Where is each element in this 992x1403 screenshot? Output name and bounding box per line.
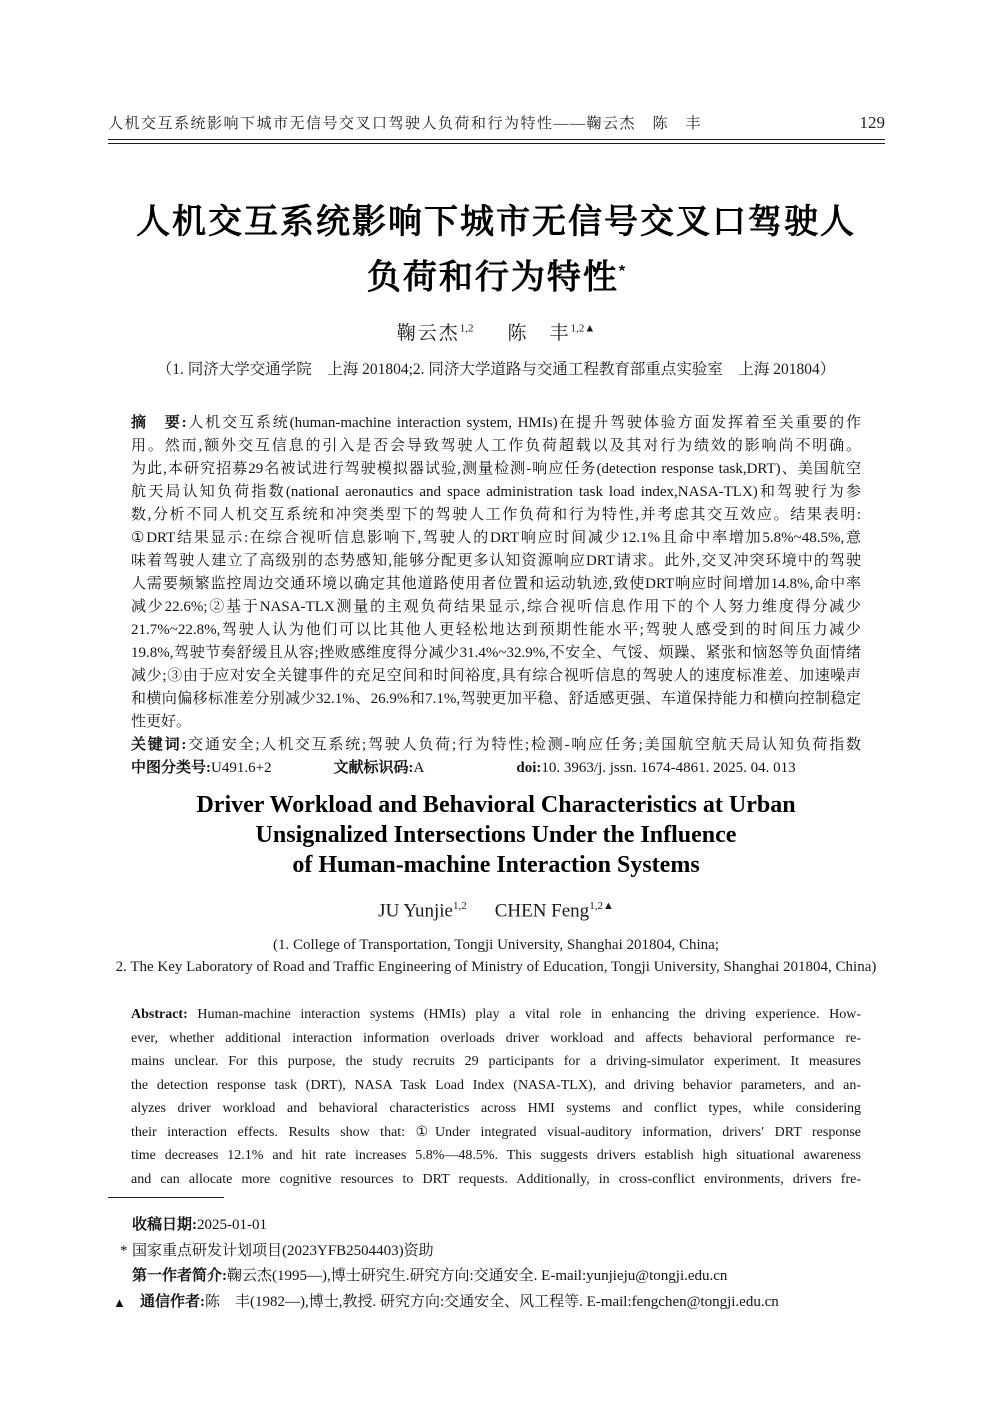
abstract-zh-line: 19.8%,驾驶节奏舒缓且从容;挫败感维度得分减少31.4%~32.9%,不安全、气馁、烦躁、紧张和恼怒等负面情绪: [131, 645, 861, 661]
corresponding-author-marker: ▲: [113, 1294, 126, 1310]
author-name-zh: 鞠云杰: [396, 323, 460, 344]
author-superscript: 1,2: [452, 900, 467, 912]
abstract-zh-line: 人需要频繁监控周边交通环境以确定其他道路使用者位置和运动轨迹,致使DRT响应时间增加14.8%,命中率: [131, 576, 861, 592]
author-superscript: 1,2▲: [589, 900, 614, 912]
corresponding-author-text: 陈 丰(1982—),博士,教授. 研究方向:交通安全、风工程等. E-mail:fengchen@tongji.edu.cn: [205, 1293, 779, 1310]
abstract-en-line: mains unclear. For this purpose, the study recruits 29 participants for a driving-simulator experiment. It measures: [131, 1054, 861, 1069]
first-author-text: 鞠云杰(1995—),博士研究生.研究方向:交通安全. E-mail:yunjieju@tongji.edu.cn: [227, 1268, 728, 1284]
abstract-zh-line: 21.7%~22.8%,驾驶人认为他们可以比其他人更轻松地达到预期性能水平;驾驶人感受到的时间压力减少: [131, 622, 861, 638]
first-author-label: 第一作者简介:: [132, 1268, 227, 1284]
abstract-en-line: time decreases 12.1% and hit rate increases 5.8%—48.5%. This suggests drivers establish high situational awareness: [131, 1148, 861, 1163]
footnote-corresponding-author: [112, 1290, 887, 1316]
abstract-zh-line: 航天局认知负荷指数(national aeronautics and space administration task load index,NASA-TLX)和驾驶行为参: [131, 484, 861, 500]
author-name-zh: 陈 丰: [507, 323, 571, 344]
abstract-zh-line: 用。然而,额外交互信息的引入是否会导致驾驶人工作负荷超载以及其对行为绩效的影响尚不明确。: [131, 438, 861, 454]
author-name-en: JU Yunjie: [378, 900, 453, 922]
paper-title-zh-line2: 负荷和行为特性*: [366, 258, 626, 297]
affiliation-en-line1: (1. College of Transportation, Tongji University, Shanghai 201804, China;: [272, 937, 719, 953]
abstract-en-line: Abstract: Human-machine interaction systems (HMIs) play a vital role in enhancing the driving experience. How-: [131, 1007, 862, 1022]
corresponding-author-label: 通信作者:: [140, 1293, 205, 1310]
paper-title-en-line1: Driver Workload and Behavioral Characteristics at Urban: [196, 792, 796, 818]
abstract-zh: [131, 412, 861, 780]
keywords-line: [131, 734, 861, 757]
author-superscript: 1,2: [459, 322, 474, 335]
footnote-rule: [108, 1197, 224, 1198]
clc-label: 中图分类号:: [131, 760, 211, 776]
authors-zh: [0, 318, 992, 345]
abstract-zh-line: ①DRT结果显示:在综合视听信息影响下,驾驶人的DRT响应时间减少12.1%且命中率增加5.8%~48.5%,意: [131, 530, 861, 546]
doi-value: 10. 3963/j. jssn. 1674-4861. 2025. 04. 013: [541, 760, 796, 776]
footnote-first-author: [112, 1264, 887, 1290]
funding-asterisk-marker: *: [120, 1242, 128, 1259]
paper-title-en: [0, 790, 992, 880]
funding-asterisk: *: [618, 263, 626, 280]
paper-title-zh: [0, 198, 992, 302]
paper-title-en-line3: of Human-machine Interaction Systems: [292, 852, 700, 878]
abstract-en-line: their interaction effects. Results show that: ①Under integrated visual-auditory information, drivers′ DRT response: [131, 1124, 861, 1140]
paper-title-zh-line1: 人机交互系统影响下城市无信号交叉口驾驶人: [136, 203, 856, 241]
received-date-value: 2025-01-01: [197, 1217, 267, 1233]
abstract-zh-line: 减少22.6%;②基于NASA-TLX测量的主观负荷结果显示,综合视听信息作用下的个人努力维度得分减少: [131, 599, 861, 615]
abstract-zh-line: 减少;③由于应对安全关键事件的充足空间和时间裕度,具有综合视听信息的驾驶人的速度标准差、加速噪声: [131, 668, 861, 684]
paper-title-en-line2: Unsignalized Intersections Under the Influence: [255, 822, 737, 848]
abstract-zh-line: 性更好。: [131, 714, 192, 730]
abstract-zh-line: 和横向偏移标准差分别减少32.1%、26.9%和7.1%,驾驶更加平稳、舒适感更强、车道保持能力和横向控制稳定: [131, 691, 861, 707]
affiliation-en-line2: 2. The Key Laboratory of Road and Traffic Engineering of Ministry of Education, Tongji University, Shanghai 201804, China): [115, 959, 877, 975]
doc-code-value: A: [413, 760, 425, 776]
abstract-en: [131, 1003, 861, 1191]
footnotes: [112, 1213, 887, 1315]
author-name-en: CHEN Feng: [494, 900, 590, 922]
abstract-zh-label: 摘 要:: [131, 415, 187, 431]
footnote-received-date: [112, 1213, 887, 1239]
abstract-zh-line: 味着驾驶人建立了高级别的态势感知,能够分配更多认知资源响应DRT请求。此外,交叉冲突环境中的驾驶: [131, 553, 861, 569]
affiliation-zh: （1. 同济大学交通学院 上海 201804;2. 同济大学道路与交通工程教育部重点实验室 上海 201804）: [156, 361, 836, 378]
abstract-en-label: Abstract:: [131, 1007, 188, 1022]
abstract-zh-line: 摘 要:人机交互系统(human-machine interaction system, HMIs)在提升驾驶体验方面发挥着至关重要的作: [131, 415, 861, 431]
funding-text: 国家重点研发计划项目(2023YFB2504403)资助: [132, 1242, 434, 1259]
abstract-en-line: and can allocate more cognitive resources to DRT requests. Additionally, in cross-conflict environments, drivers fre-: [131, 1171, 861, 1187]
received-date-label: 收稿日期:: [132, 1217, 197, 1233]
footnote-funding: [112, 1239, 887, 1265]
page-number: 129: [859, 113, 885, 132]
header-rule: [108, 139, 885, 144]
doi-label: doi:: [516, 760, 542, 776]
abstract-zh-line: 数,分析不同人机交互系统和冲突类型下的驾驶人工作负荷和行为特性,并考虑其交互效应。结果表明:: [131, 507, 861, 523]
running-header: [108, 112, 885, 133]
author-superscript: 1,2▲: [570, 322, 596, 335]
clc-value: U491.6+2: [211, 760, 272, 776]
affiliation-en: [0, 934, 992, 978]
abstract-zh-line: 为此,本研究招募29名被试进行驾驶模拟器试验,测量检测-响应任务(detection response task,DRT)、美国航空: [131, 461, 861, 477]
classification-line: [131, 757, 861, 780]
abstract-en-line: ever, whether additional interaction information overloads driver workload and affects behavioral performance re-: [131, 1030, 861, 1046]
abstract-en-line: the detection response task (DRT), NASA Task Load Index (NASA-TLX), and driving behavior parameters, and an-: [131, 1077, 861, 1093]
doc-code-label: 文献标识码:: [333, 760, 414, 776]
keywords-text: 交通安全;人机交互系统;驾驶人负荷;行为特性;检测-响应任务;美国航空航天局认知负荷指数: [186, 737, 861, 753]
keywords-label: 关键词:: [131, 737, 187, 753]
abstract-en-line: alyzes driver workload and behavioral characteristics across HMI systems and conflict types, while considering: [131, 1101, 861, 1116]
authors-en: [0, 900, 992, 922]
running-title: 人机交互系统影响下城市无信号交叉口驾驶人负荷和行为特性——鞠云杰 陈 丰: [108, 116, 703, 132]
